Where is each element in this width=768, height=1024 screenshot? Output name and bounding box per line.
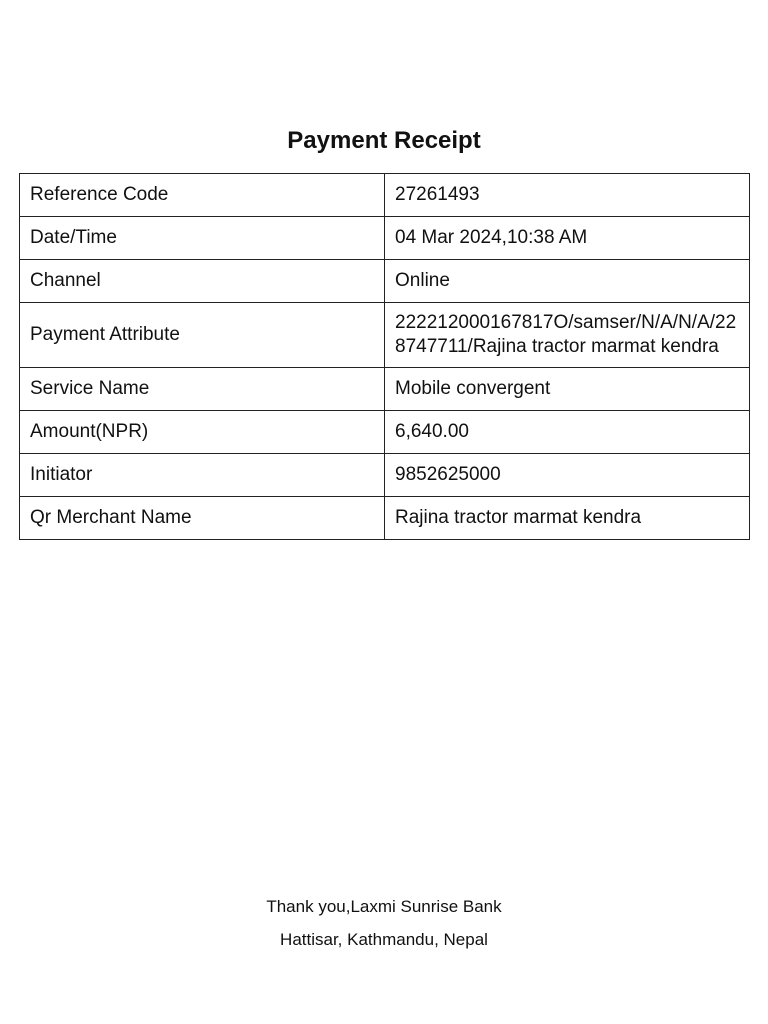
table-row-payment-attribute [20, 303, 750, 368]
receipt-table [19, 173, 750, 540]
row-value: 27261493 [385, 174, 750, 217]
row-value: Rajina tractor marmat kendra [385, 497, 750, 540]
footer-address: Hattisar, Kathmandu, Nepal [280, 930, 488, 949]
table-row-service-name [20, 368, 750, 411]
row-value: Online [385, 260, 750, 303]
row-label: Channel [20, 260, 385, 303]
row-value: 04 Mar 2024,10:38 AM [385, 217, 750, 260]
row-value: 9852625000 [385, 454, 750, 497]
row-label: Qr Merchant Name [20, 497, 385, 540]
row-label: Service Name [20, 368, 385, 411]
row-label: Amount(NPR) [20, 411, 385, 454]
row-label: Date/Time [20, 217, 385, 260]
table-row-date-time [20, 217, 750, 260]
row-value: Mobile convergent [385, 368, 750, 411]
row-value: 6,640.00 [385, 411, 750, 454]
row-value: 222212000167817O/samser/N/A/N/A/228747711/Rajina tractor marmat kendra [385, 303, 750, 368]
row-label: Payment Attribute [20, 303, 385, 368]
table-row-reference-code [20, 174, 750, 217]
receipt-title: Payment Receipt [287, 127, 481, 154]
footer-thanks: Thank you,Laxmi Sunrise Bank [266, 897, 502, 916]
row-label: Initiator [20, 454, 385, 497]
table-row-qr-merchant-name [20, 497, 750, 540]
row-label: Reference Code [20, 174, 385, 217]
table-row-amount [20, 411, 750, 454]
table-row-channel [20, 260, 750, 303]
table-row-initiator [20, 454, 750, 497]
